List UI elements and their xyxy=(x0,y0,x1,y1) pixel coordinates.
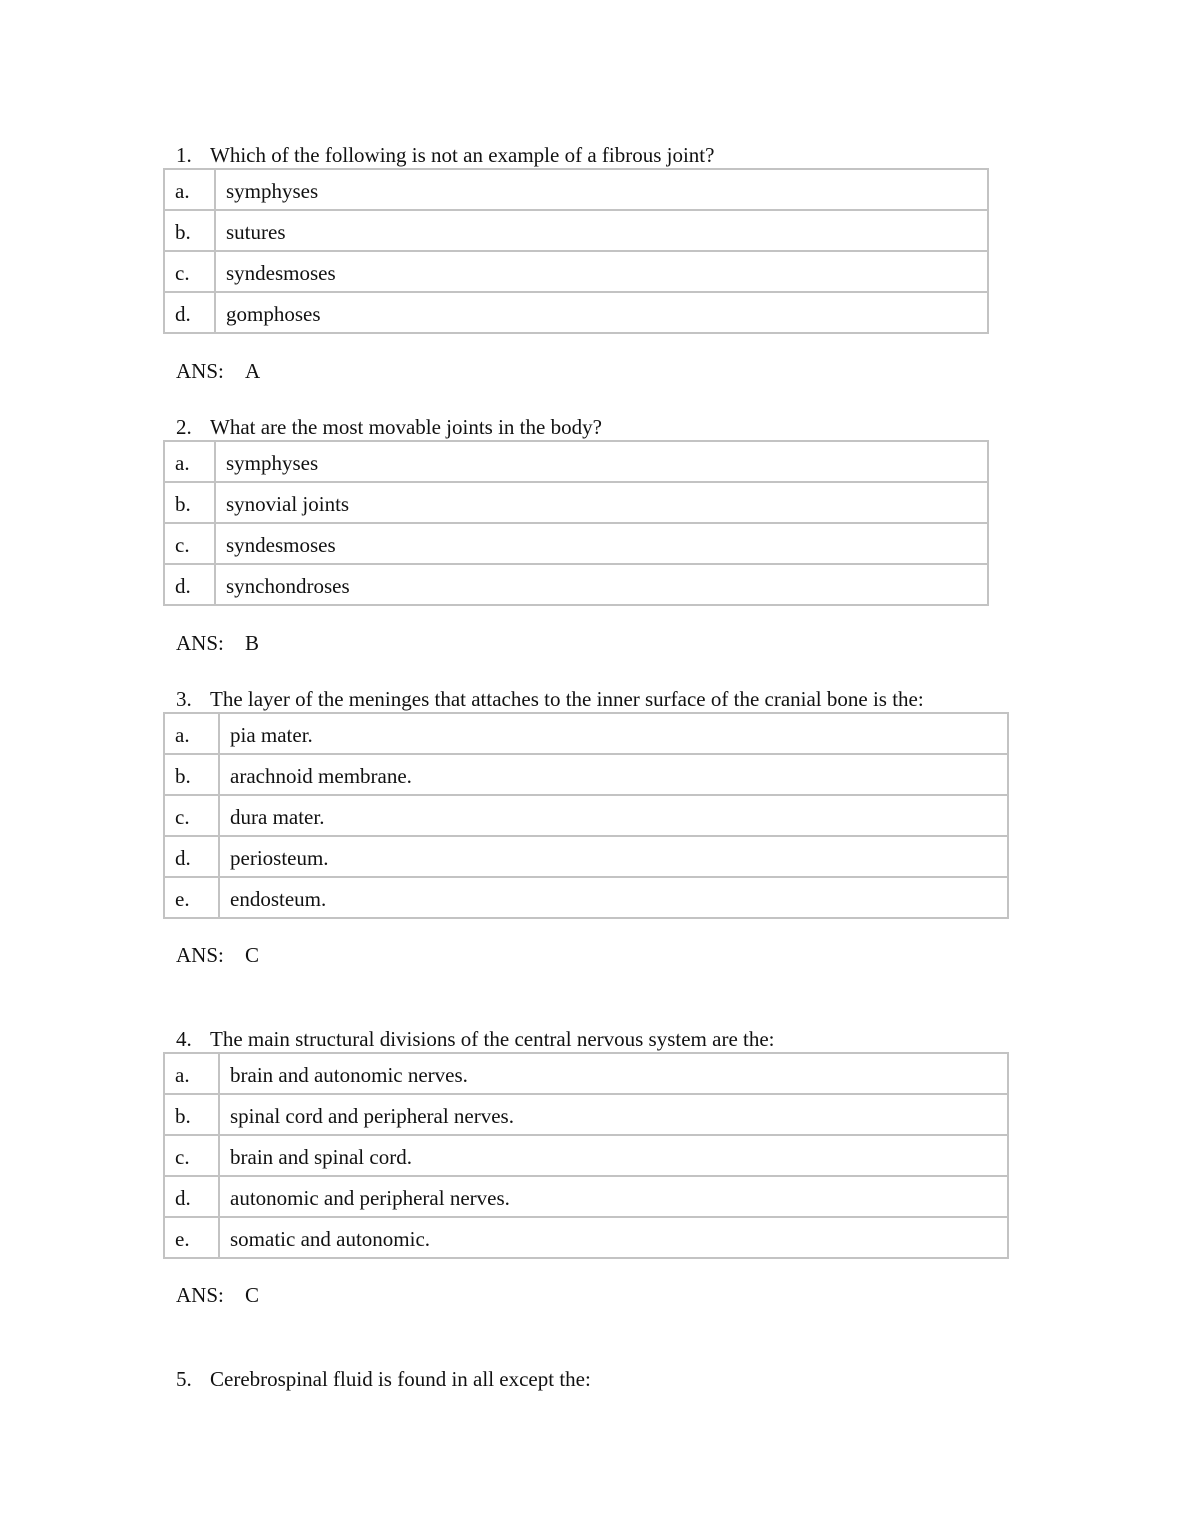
answer-label: ANS: xyxy=(176,943,224,967)
option-text: synchondroses xyxy=(215,564,988,605)
question-4-answer xyxy=(176,1282,259,1308)
option-row xyxy=(164,1135,1008,1176)
option-row xyxy=(164,523,988,564)
question-number: 5. xyxy=(176,1367,192,1391)
question-number: 1. xyxy=(176,143,192,167)
option-row xyxy=(164,210,988,251)
option-letter: a. xyxy=(164,441,215,482)
option-letter: d. xyxy=(164,836,219,877)
option-letter: b. xyxy=(164,754,219,795)
option-text: syndesmoses xyxy=(215,523,988,564)
option-text: synovial joints xyxy=(215,482,988,523)
option-row xyxy=(164,1094,1008,1135)
option-letter: e. xyxy=(164,877,219,918)
option-text: periosteum. xyxy=(219,836,1008,877)
answer-label: ANS: xyxy=(176,1283,224,1307)
option-text: syndesmoses xyxy=(215,251,988,292)
option-text: gomphoses xyxy=(215,292,988,333)
answer-value: B xyxy=(245,631,260,655)
question-3-options xyxy=(163,712,1009,919)
option-text: spinal cord and peripheral nerves. xyxy=(219,1094,1008,1135)
question-4-options xyxy=(163,1052,1009,1259)
answer-value: C xyxy=(245,1283,260,1307)
option-letter: b. xyxy=(164,210,215,251)
option-row xyxy=(164,795,1008,836)
option-row xyxy=(164,713,1008,754)
option-letter: c. xyxy=(164,251,215,292)
option-text: autonomic and peripheral nerves. xyxy=(219,1176,1008,1217)
question-text: The main structural divisions of the central nervous system are the: xyxy=(210,1027,775,1051)
question-2-title xyxy=(176,414,602,440)
option-text: somatic and autonomic. xyxy=(219,1217,1008,1258)
option-text: symphyses xyxy=(215,169,988,210)
option-text: arachnoid membrane. xyxy=(219,754,1008,795)
question-number: 2. xyxy=(176,415,192,439)
question-3-answer xyxy=(176,942,259,968)
option-row xyxy=(164,169,988,210)
question-5-title xyxy=(176,1366,591,1392)
option-text: endosteum. xyxy=(219,877,1008,918)
option-row xyxy=(164,441,988,482)
option-row xyxy=(164,292,988,333)
question-4-title xyxy=(176,1026,775,1052)
answer-value: C xyxy=(245,943,260,967)
question-text: What are the most movable joints in the body? xyxy=(210,415,602,439)
option-letter: e. xyxy=(164,1217,219,1258)
option-text: brain and autonomic nerves. xyxy=(219,1053,1008,1094)
option-text: pia mater. xyxy=(219,713,1008,754)
option-text: dura mater. xyxy=(219,795,1008,836)
option-row xyxy=(164,1053,1008,1094)
question-number: 3. xyxy=(176,687,192,711)
option-row xyxy=(164,482,988,523)
question-text: The layer of the meninges that attaches to the inner surface of the cranial bone is the: xyxy=(210,687,924,711)
option-letter: c. xyxy=(164,523,215,564)
question-1-options xyxy=(163,168,989,334)
option-row xyxy=(164,1217,1008,1258)
option-row xyxy=(164,1176,1008,1217)
option-letter: c. xyxy=(164,1135,219,1176)
option-row xyxy=(164,564,988,605)
option-text: brain and spinal cord. xyxy=(219,1135,1008,1176)
option-letter: b. xyxy=(164,1094,219,1135)
option-text: sutures xyxy=(215,210,988,251)
option-letter: d. xyxy=(164,564,215,605)
option-letter: b. xyxy=(164,482,215,523)
question-text: Which of the following is not an example of a fibrous joint? xyxy=(210,143,715,167)
question-2-answer xyxy=(176,630,259,656)
option-text: symphyses xyxy=(215,441,988,482)
question-text: Cerebrospinal fluid is found in all except the: xyxy=(210,1367,591,1391)
option-letter: c. xyxy=(164,795,219,836)
option-letter: a. xyxy=(164,1053,219,1094)
option-row xyxy=(164,836,1008,877)
option-row xyxy=(164,877,1008,918)
answer-label: ANS: xyxy=(176,359,224,383)
option-row xyxy=(164,251,988,292)
option-letter: d. xyxy=(164,1176,219,1217)
answer-label: ANS: xyxy=(176,631,224,655)
question-1-title xyxy=(176,142,714,168)
answer-value: A xyxy=(245,359,261,383)
question-number: 4. xyxy=(176,1027,192,1051)
option-letter: a. xyxy=(164,169,215,210)
option-letter: a. xyxy=(164,713,219,754)
question-3-title xyxy=(176,686,924,712)
option-row xyxy=(164,754,1008,795)
question-1-answer xyxy=(176,358,260,384)
question-2-options xyxy=(163,440,989,606)
option-letter: d. xyxy=(164,292,215,333)
